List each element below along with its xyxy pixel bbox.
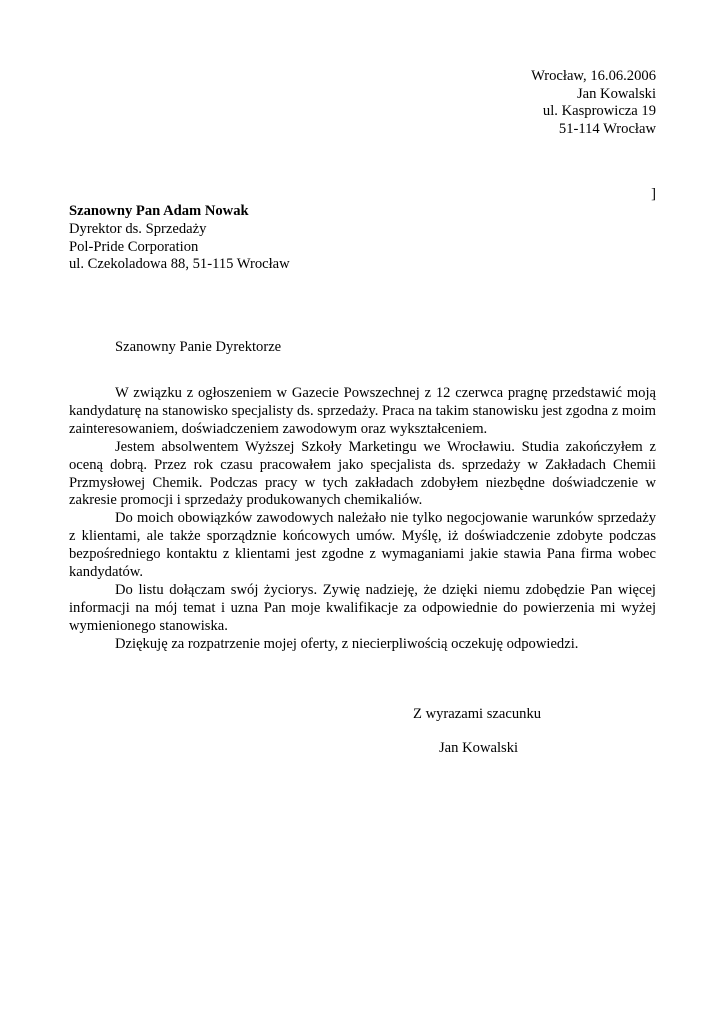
paragraph: Do listu dołączam swój życiorys. Zywię nadzieję, że dzięki niemu zdobędzie Pan więcej informacji na mój temat i uzna Pan moje kwalifikacje za odpowiednie do powierzenia mi wyżej wymienionego stanowiska.: [69, 581, 656, 634]
sender-block: [531, 68, 656, 138]
paragraph: Jestem absolwentem Wyższej Szkoły Marketingu we Wrocławiu. Studia zakończyłem z oceną dobrą. Przez rok czasu pracowałem jako specjalista ds. sprzedaży w Zakładach Chemii Przmysłowej Chemik. Podczas pracy w tych zakładach zdobyłem niezbędne doświadczenie w zakresie promocji i sprzedaży produkowanych chemikaliów.: [69, 438, 656, 509]
sender-postal-city: 51-114 Wrocław: [558, 120, 656, 137]
sender-name: Jan Kowalski: [576, 85, 656, 102]
paragraph: W związku z ogłoszeniem w Gazecie Powszechnej z 12 czerwca pragnę przedstawić moją kandydaturę na stanowisko specjalisty ds. sprzedaży. Praca na takim stanowisku jest zgodna z moim zainteresowaniem, doświadczeniem zawodowym oraz wykształceniem.: [69, 385, 656, 437]
bracket-mark: ]: [651, 186, 656, 202]
recipient-title: Dyrektor ds. Sprzedaży: [69, 220, 207, 237]
recipient-company: Pol-Pride Corporation: [69, 238, 199, 255]
closing-phrase: Z wyrazami szacunku: [413, 706, 542, 722]
sender-street: ul. Kasprowicza 19: [542, 103, 656, 119]
recipient-block: [69, 203, 290, 274]
place-date: Wrocław, 16.06.2006: [531, 68, 656, 84]
recipient-address: ul. Czekoladowa 88, 51-115 Wrocław: [69, 256, 290, 273]
letter-body: [69, 385, 656, 654]
paragraph: Dziękuję za rozpatrzenie mojej oferty, z niecierpliwością oczekuję odpowiedzi.: [115, 635, 579, 652]
paragraph: Do moich obowiązków zawodowych należało nie tylko negocjowanie warunków sprzedaży z klientami, ale także sporządznie końcowych umów. Myślę, iż doświadczenie zdobyte podczas bezpośredniego kontaktu z klientami jest zgodne z wymaganiami jakie stawia Pana firma wobec kandydatów.: [69, 510, 656, 581]
recipient-name: Szanowny Pan Adam Nowak: [69, 203, 249, 219]
signature-name: Jan Kowalski: [439, 740, 519, 756]
salutation: Szanowny Panie Dyrektorze: [115, 339, 282, 355]
